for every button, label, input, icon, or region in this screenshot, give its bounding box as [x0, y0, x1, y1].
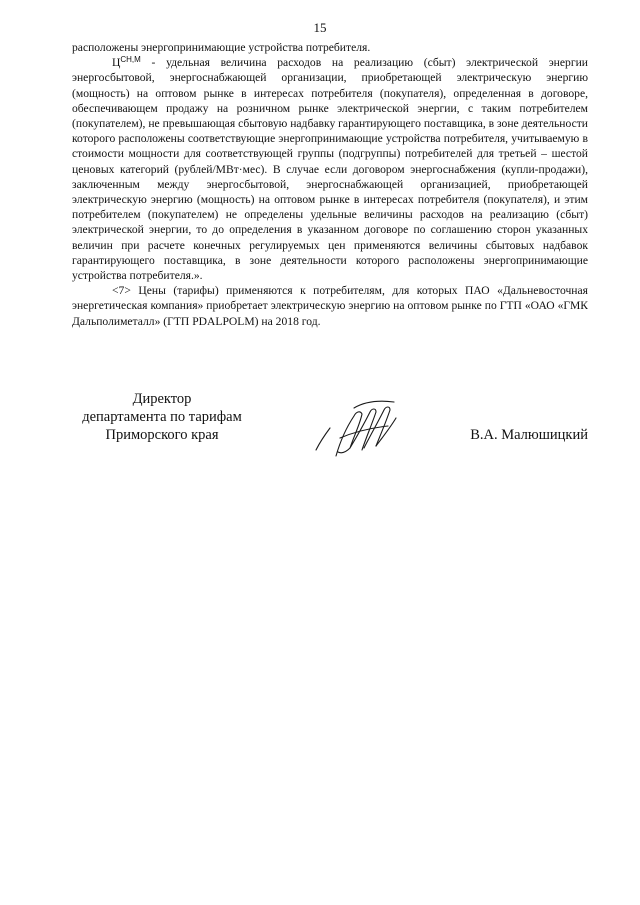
signer-title-line-2: департамента по тарифам [82, 409, 242, 425]
signature-block [72, 390, 588, 470]
paragraph-continuation: расположены энергопринимающие устройства потребителя. [72, 41, 371, 54]
paragraph-footnote-7: <7> Цены (тарифы) применяются к потребителям, для которых ПАО «Дальневосточная энергетическая компания» приобретает электрическую энергию на оптовом рынке по ГТП «ОАО «ГМК Дальполиметалл» (ГТП PDALPOLM) на 2018 год. [72, 284, 588, 328]
page-number: 15 [313, 20, 327, 35]
document-body [72, 40, 588, 329]
definition-text: - удельная величина расходов на реализацию (сбыт) электрической энергии энергосбытовой, энергоснабжающей организации, приобретающей электрическую энергию (мощность) на оптовом рынке в интересах потребителя (покупателя), определенная в договоре, обеспечивающем продажу на розничном рынке электрической энергии, с таким потребителем (покупателем), не превышающая сбытовую надбавку гарантирующего поставщика, в зоне деятельности которого расположены соответствующие энергопринимающие устройства потребителя, учитываемую в стоимости мощности для соответствующей группы (подгруппы) потребителей для третьей – шестой ценовых категорий (рублей/МВт·мес). В случае если договором энергоснабжения (купли-продажи), заключенным между энергосбытовой, энергоснабжающей организацией, приобретающей электрическую энергию (мощность) на оптовом рынке в интересах потребителя (покупателя), и этим потребителем (покупателем) не определены удельные величины расходов на реализацию (сбыт) электрической энергии, то до определения в указанном договоре по соглашению сторон указанных величин при расчете конечных регулируемых цен применяются величины сбытовых надбавок гарантирующего поставщика, в зоне деятельности которого расположены энергопринимающие устройства потребителя.». [72, 56, 588, 283]
formula-symbol-superscript: СН,М [120, 55, 141, 65]
handwritten-signature-icon [310, 398, 410, 462]
formula-symbol [112, 56, 141, 69]
formula-symbol-letter: Ц [112, 56, 121, 70]
paragraph-definition [72, 55, 588, 283]
signer-name: В.А. Малюшицкий [470, 427, 588, 443]
signer-title-line-3: Приморского края [105, 427, 219, 443]
signer-title [72, 390, 252, 444]
signer-title-line-1: Директор [132, 391, 192, 407]
